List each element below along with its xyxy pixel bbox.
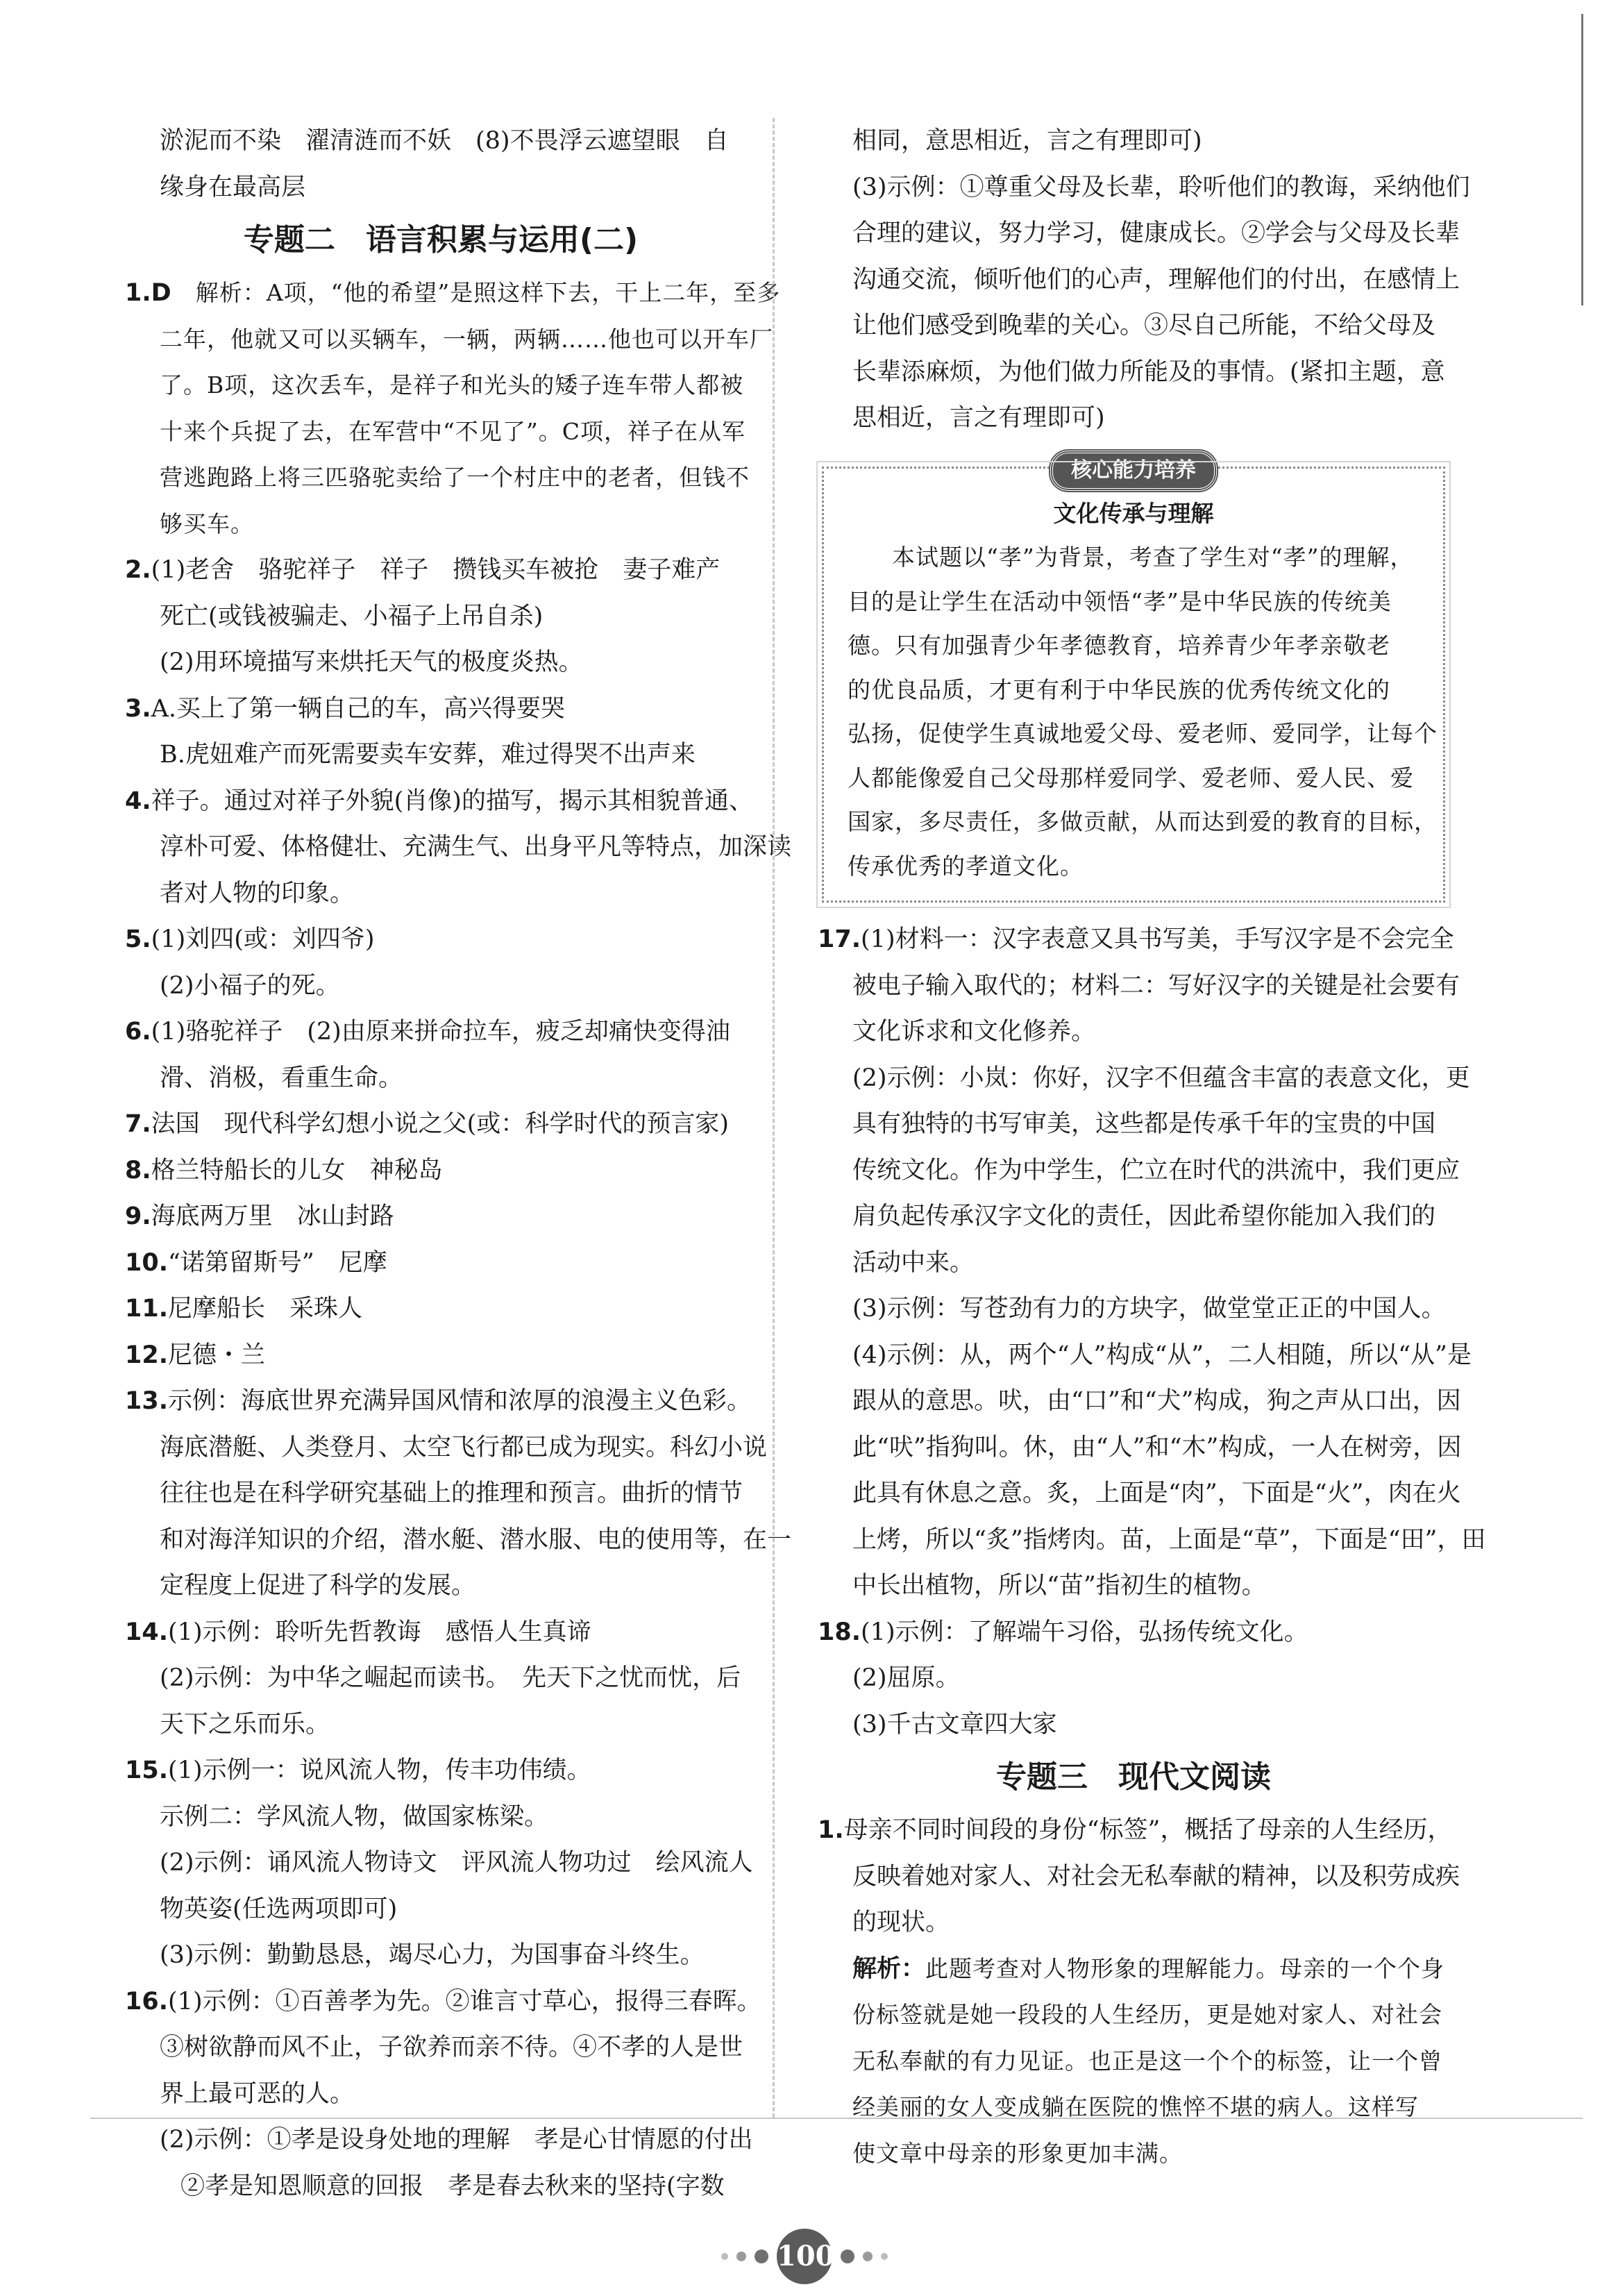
page-number: 100 <box>777 2229 832 2284</box>
badge-wrap <box>848 446 1420 493</box>
answer-text: (1)材料一：汉字表意又具书写美，手写汉字是不会完全 <box>861 925 1454 953</box>
item-number: 11. <box>125 1295 169 1323</box>
dot-icon <box>755 2249 768 2263</box>
answer-text: “诺第留斯号” 尼摩 <box>168 1248 387 1277</box>
text-line: 被电子输入取代的；材料二：写好汉字的关键是社会要有 <box>852 971 1460 1000</box>
page-edge-line <box>1581 14 1583 305</box>
answer-text: (1)刘四(或：刘四爷) <box>151 925 375 953</box>
text-line: ②孝是知恩顺意的回报 孝是春去秋来的坚持(字数 <box>180 2172 725 2200</box>
box-line: 弘扬，促使学生真诚地爱父母、爱老师、爱同学，让每个 <box>848 720 1438 747</box>
item-number: 12. <box>125 1341 169 1369</box>
item-number: 14. <box>125 1618 169 1646</box>
dot-icon <box>736 2252 746 2261</box>
right-column <box>818 118 1486 2177</box>
text-line <box>125 547 757 594</box>
column-divider <box>773 118 775 2118</box>
answer-text: (1)老舍 骆驼祥子 祥子 攒钱买车被抢 妻子难产 <box>151 556 721 584</box>
dot-icon <box>881 2253 888 2260</box>
text-line: 相同，意思相近，言之有理即可) <box>852 127 1202 155</box>
text-line: (2)示例：为中华之崛起而读书。 先天下之忧而忧，后 <box>160 1664 741 1692</box>
text-line: 使文章中母亲的形象更加丰满。 <box>852 2139 1183 2167</box>
text-line: 定程度上促进了科学的发展。 <box>160 1572 476 1600</box>
text-line: (2)屈原。 <box>852 1664 960 1692</box>
text-line: 的现状。 <box>852 1909 950 1936</box>
text-line: 合理的建议，努力学习，健康成长。②学会与父母及长辈 <box>852 219 1460 247</box>
text-line <box>125 1609 757 1656</box>
text-line: 无私奉献的有力见证。也正是这一个个的标签，让一个曾 <box>852 2047 1442 2075</box>
text-line <box>125 1240 757 1287</box>
text-line: 海底潜艇、人类登月、太空飞行都已成为现实。科幻小说 <box>160 1433 768 1461</box>
analysis-label: 解析： <box>852 1954 926 1983</box>
section-heading-3: 专题三 现代文阅读 <box>996 1759 1271 1795</box>
answer-text: 尼摩船长 采珠人 <box>168 1295 363 1323</box>
text-line <box>125 1378 757 1425</box>
analysis-text: 解析：A项，“他的希望”是照这样下去，干上二年，至多 <box>195 279 781 306</box>
text-line: 缘身在最高层 <box>160 173 306 201</box>
text-line: 淤泥而不染 濯清涟而不妖 (8)不畏浮云遮望眼 自 <box>160 127 729 155</box>
text-line <box>125 1748 757 1794</box>
answer-letter: D <box>151 279 171 307</box>
text-line <box>818 1946 1449 1993</box>
text-line <box>125 916 757 963</box>
text-line: 和对海洋知识的介绍，潜水艇、潜水服、电的使用等，在一 <box>160 1525 792 1554</box>
item-number: 5. <box>125 925 151 953</box>
text-line <box>125 1148 757 1194</box>
text-line <box>125 1286 757 1332</box>
answer-text: (1)示例：聆听先哲教诲 感悟人生真谛 <box>168 1618 591 1646</box>
item-number: 4. <box>125 787 151 815</box>
answer-text: 尼德・兰 <box>168 1341 266 1369</box>
text-line: 死亡(或钱被骗走、小福子上吊自杀) <box>160 602 544 630</box>
section-heading-2: 专题二 语言积累与运用(二) <box>243 222 639 258</box>
text-line: 让他们感受到晚辈的关心。③尽自己所能，不给父母及 <box>852 312 1436 340</box>
text-line: (2)小福子的死。 <box>160 971 340 1000</box>
text-line: 此具有休息之意。炙，上面是“肉”，下面是“火”，肉在火 <box>852 1480 1461 1507</box>
footer-rule <box>90 2118 1583 2119</box>
item-number: 9. <box>125 1203 151 1230</box>
text-line <box>125 1332 757 1379</box>
text-line: 文化诉求和文化修养。 <box>852 1018 1096 1046</box>
text-line: (2)用环境描写来烘托天气的极度炎热。 <box>160 648 583 676</box>
answer-text: 母亲不同时间段的身份“标签”，概括了母亲的人生经历， <box>843 1816 1452 1844</box>
text-line: (2)示例：小岚：你好，汉字不但蕴含丰富的表意文化，更 <box>852 1064 1470 1092</box>
box-line: 国家，多尽责任，多做贡献，从而达到爱的教育的目标， <box>848 808 1438 835</box>
text-line: 者对人物的印象。 <box>160 879 355 907</box>
text-line: 天下之乐而乐。 <box>160 1710 330 1738</box>
text-line <box>125 1101 757 1148</box>
item-number: 1. <box>125 279 151 307</box>
item-number: 1. <box>818 1816 844 1844</box>
dot-icon <box>863 2252 873 2261</box>
page-number-area <box>0 2229 1609 2291</box>
text-line: 传统文化。作为中学生，伫立在时代的洪流中，我们更应 <box>852 1156 1460 1184</box>
text-line: 中长出植物，所以“苗”指初生的植物。 <box>852 1572 1266 1600</box>
item-number: 18. <box>818 1618 861 1646</box>
text-line: 具有独特的书写审美，这些都是传承千年的宝贵的中国 <box>852 1110 1436 1138</box>
dot-icon <box>841 2249 854 2263</box>
text-line <box>125 270 781 317</box>
text-line <box>125 1009 757 1055</box>
text-line: (3)千古文章四大家 <box>852 1710 1057 1738</box>
box-line: 本试题以“孝”为背景，考查了学生对“孝”的理解， <box>892 544 1414 571</box>
answer-text: (1)示例：①百善孝为先。②谁言寸草心，报得三春晖。 <box>168 1987 761 2016</box>
text-line: 够买车。 <box>160 510 254 537</box>
box-line: 人都能像爱自己父母那样爱同学、爱老师、爱人民、爱 <box>848 764 1414 791</box>
text-line <box>125 1979 761 2025</box>
text-line: (3)示例：勤勤恳恳，竭尽心力，为国事奋斗终生。 <box>160 1941 705 1969</box>
box-line: 目的是让学生在活动中领悟“孝”是中华民族的传统美 <box>848 587 1392 615</box>
text-line: 了。B项，这次丢车，是祥子和光头的矮子连车带人都被 <box>160 371 744 399</box>
box-line: 德。只有加强青少年孝德教育，培养青少年孝亲敬老 <box>848 632 1390 659</box>
item-number: 6. <box>125 1018 151 1046</box>
item-number: 10. <box>125 1248 169 1277</box>
text-line: 反映着她对家人、对社会无私奉献的精神，以及积劳成疾 <box>852 1862 1460 1891</box>
answer-text: (1)示例：了解端午习俗，弘扬传统文化。 <box>861 1618 1308 1646</box>
answer-text: A.买上了第一辆自己的车，高兴得要哭 <box>151 694 566 723</box>
text-line: 界上最可恶的人。 <box>160 2079 355 2108</box>
item-number: 8. <box>125 1156 151 1184</box>
text-line: ③树欲静而风不止，子欲养而亲不待。④不孝的人是世 <box>160 2034 743 2061</box>
pager-inner <box>721 2229 888 2284</box>
answer-text: 示例：海底世界充满异国风情和浓厚的浪漫主义色彩。 <box>168 1387 752 1415</box>
text-line: 滑、消极，看重生命。 <box>160 1064 403 1092</box>
analysis-text: 此题考查对人物形象的理解能力。母亲的一个个身 <box>925 1954 1445 1982</box>
text-line: (3)示例：写苍劲有力的方块字，做堂堂正正的中国人。 <box>852 1295 1446 1323</box>
text-line <box>125 686 757 732</box>
answer-text: 法国 现代科学幻想小说之父(或：科学时代的预言家) <box>151 1110 729 1138</box>
text-line <box>818 1807 1452 1854</box>
text-line: 此“吠”指狗叫。休，由“人”和“木”构成，一人在树旁，因 <box>852 1433 1462 1461</box>
core-ability-box <box>822 458 1445 903</box>
text-line: (4)示例：从，两个“人”构成“从”，二人相随，所以“从”是 <box>852 1341 1472 1369</box>
box-title: 文化传承与理解 <box>1053 500 1214 527</box>
text-line: 肩负起传承汉字文化的责任，因此希望你能加入我们的 <box>852 1203 1436 1230</box>
text-line: 活动中来。 <box>852 1248 975 1277</box>
text-line: 份标签就是她一段段的人生经历，更是她对家人、对社会 <box>852 2001 1442 2028</box>
item-number: 3. <box>125 694 151 723</box>
item-number: 17. <box>818 925 861 953</box>
answer-text: 海底两万里 冰山封路 <box>151 1203 394 1230</box>
text-line: 营逃跑路上将三匹骆驼卖给了一个村庄中的老者，但钱不 <box>160 464 750 491</box>
text-line: 跟从的意思。吠，由“口”和“犬”构成，狗之声从口出，因 <box>852 1387 1461 1415</box>
text-line: 上烤，所以“炙”指烤肉。苗，上面是“草”，下面是“田”，田 <box>852 1525 1486 1554</box>
text-line: 长辈添麻烦，为他们做力所能及的事情。(紧扣主题，意 <box>852 358 1445 386</box>
text-line <box>125 1193 757 1240</box>
item-number: 7. <box>125 1110 151 1138</box>
item-number: 2. <box>125 556 151 584</box>
answer-text: 祥子。通过对祥子外貌(肖像)的描写，揭示其相貌普通、 <box>151 787 753 815</box>
box-line: 的优良品质，才更有利于中华民族的优秀传统文化的 <box>848 676 1390 703</box>
text-line <box>818 916 1454 963</box>
text-line: 往往也是在科学研究基础上的推理和预言。曲折的情节 <box>160 1480 743 1507</box>
text-line <box>125 778 757 825</box>
text-line: 经美丽的女人变成躺在医院的憔悴不堪的病人。这样写 <box>852 2093 1419 2120</box>
text-line: 示例二：学风流人物，做国家栋梁。 <box>160 1802 549 1831</box>
text-line: 淳朴可爱、体格健壮、充满生气、出身平凡等特点，加深读 <box>160 833 792 861</box>
dot-icon <box>721 2253 728 2260</box>
text-line: (2)示例：诵风流人物诗文 评风流人物功过 绘风流人 <box>160 1849 753 1877</box>
text-line: (3)示例：①尊重父母及长辈，聆听他们的教诲，采纳他们 <box>852 173 1470 201</box>
text-line: 二年，他就又可以买辆车，一辆，两辆……他也可以开车厂 <box>160 325 773 353</box>
answer-text: (1)骆驼祥子 (2)由原来拼命拉车，疲乏却痛快变得油 <box>151 1018 730 1046</box>
text-line: 物英姿(任选两项即可) <box>160 1895 398 1923</box>
core-ability-badge: 核心能力培养 <box>1050 451 1217 491</box>
answer-text: (1)示例一：说风流人物，传丰功伟绩。 <box>168 1757 591 1784</box>
text-line: 十来个兵捉了去，在军营中“不见了”。C项，祥子在从军 <box>160 417 745 445</box>
item-number: 13. <box>125 1387 169 1415</box>
text-line: 思相近，言之有理即可) <box>852 404 1105 432</box>
text-line: B.虎妞难产而死需要卖车安葬，难过得哭不出声来 <box>160 741 696 769</box>
text-line <box>818 1609 1449 1656</box>
box-line: 传承优秀的孝道文化。 <box>848 852 1084 880</box>
text-line: 沟通交流，倾听他们的心声，理解他们的付出，在感情上 <box>852 265 1460 294</box>
left-column <box>125 118 792 2209</box>
item-number: 16. <box>125 1987 169 2016</box>
answer-text: 格兰特船长的儿女 神秘岛 <box>151 1156 443 1184</box>
text-line: (2)示例：①孝是设身处地的理解 孝是心甘情愿的付出 <box>160 2126 753 2154</box>
item-number: 15. <box>125 1757 169 1784</box>
